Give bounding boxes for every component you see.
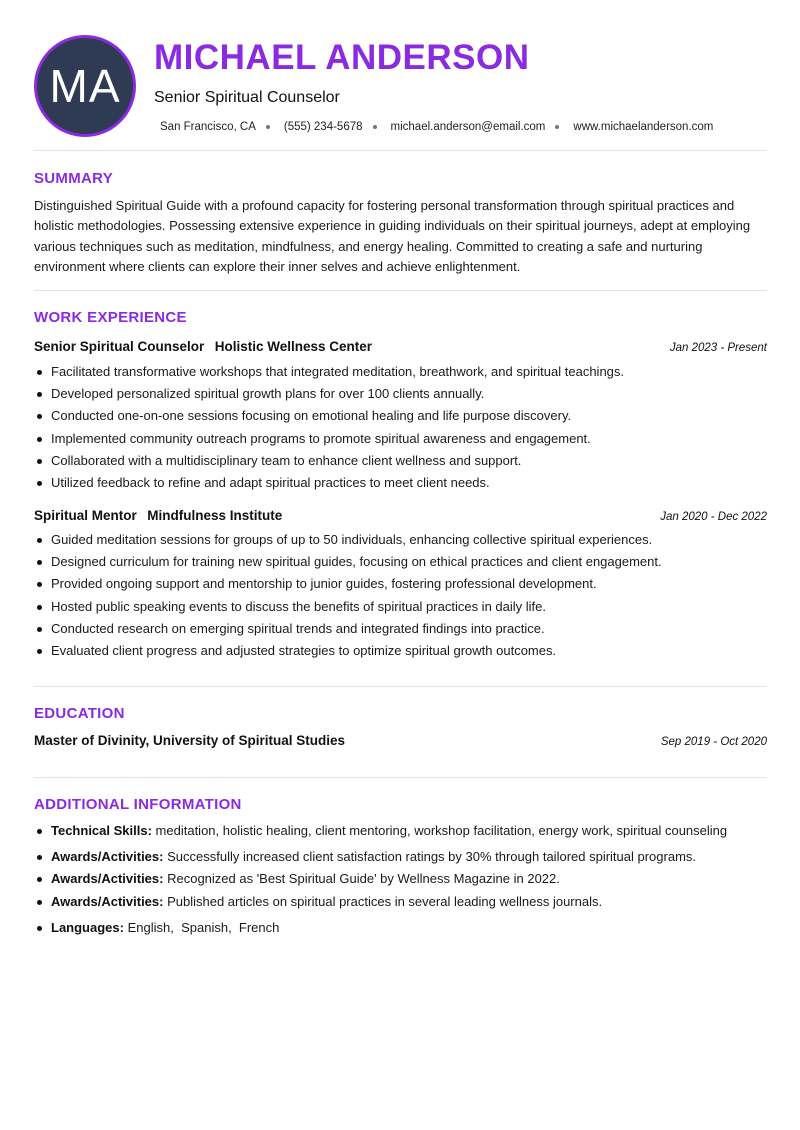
summary-text: Distinguished Spiritual Guide with a profound capacity for fostering personal transformation through spiritual practices and holistic methodologies. Possessing extensive experience in guiding individuals on their spiritual journeys, adept at employing various techniques such as meditation, mindfulness, and energy healing. Committed to creating a safe and nurturing environment where clients can explore their inner selves and achieve enlightenment. xyxy=(34,198,751,274)
list-item: Implemented community outreach programs to promote spiritual awareness and engagement. xyxy=(34,428,767,450)
item-label: Technical Skills: xyxy=(51,823,152,838)
section-divider xyxy=(34,290,767,291)
education-entry xyxy=(34,733,767,748)
summary-heading: SUMMARY xyxy=(34,170,114,187)
separator-dot xyxy=(555,125,559,129)
separator-dot xyxy=(373,125,377,129)
item-label: Awards/Activities: xyxy=(51,871,164,886)
experience-heading: WORK EXPERIENCE xyxy=(34,309,187,326)
list-item: Conducted research on emerging spiritual trends and integrated findings into practice. xyxy=(34,618,767,640)
additional-heading: ADDITIONAL INFORMATION xyxy=(34,796,242,813)
item-text: Published articles on spiritual practices in several leading wellness journals. xyxy=(167,893,603,909)
education-heading: EDUCATION xyxy=(34,705,125,722)
list-item: Conducted one-on-one sessions focusing on emotional healing and life purpose discovery. xyxy=(34,405,767,427)
job-bullets xyxy=(34,529,767,662)
item-text: Recognized as 'Best Spiritual Guide' by Wellness Magazine in 2022. xyxy=(167,871,560,886)
section-divider xyxy=(34,686,767,687)
list-item: Utilized feedback to refine and adapt spiritual practices to meet client needs. xyxy=(34,472,767,494)
candidate-name: MICHAEL ANDERSON xyxy=(154,38,530,77)
item-label: Languages: xyxy=(51,920,124,935)
item-label: Awards/Activities: xyxy=(51,848,164,864)
job-bullets xyxy=(34,361,767,494)
section-divider xyxy=(34,777,767,778)
list-item xyxy=(34,891,767,914)
list-item xyxy=(34,820,767,843)
job-company: Mindfulness Institute xyxy=(147,508,283,523)
list-item: Collaborated with a multidisciplinary team to enhance client wellness and support. xyxy=(34,450,767,472)
item-text: Successfully increased client satisfaction ratings by 30% through tailored spiritual programs. xyxy=(167,848,697,864)
list-item xyxy=(34,846,767,869)
job-dates: Jan 2020 - Dec 2022 xyxy=(660,511,767,523)
avatar-initials: MA xyxy=(49,60,121,112)
language: , French xyxy=(228,920,279,935)
list-item: Designed curriculum for training new spiritual guides, focusing on ethical practices and client engagement. xyxy=(34,551,767,573)
job-dates: Jan 2023 - Present xyxy=(669,342,767,354)
list-item: Evaluated client progress and adjusted strategies to optimize spiritual growth outcomes. xyxy=(34,640,767,662)
item-label: Awards/Activities: xyxy=(51,893,164,909)
contact-location: San Francisco, CA xyxy=(160,121,256,133)
list-item: Developed personalized spiritual growth plans for over 100 clients annually. xyxy=(34,383,767,405)
job-header xyxy=(34,507,767,525)
list-item xyxy=(34,868,767,891)
section-divider xyxy=(34,150,767,151)
separator-dot xyxy=(266,125,270,129)
list-item: Provided ongoing support and mentorship to junior guides, fostering professional development. xyxy=(34,573,767,595)
list-item: Facilitated transformative workshops that integrated meditation, breathwork, and spiritual teachings. xyxy=(34,361,767,383)
contact-bar xyxy=(160,121,713,133)
list-item: Hosted public speaking events to discuss the benefits of spiritual practices in daily life. xyxy=(34,596,767,618)
list-item: Guided meditation sessions for groups of up to 50 individuals, enhancing collective spiritual experiences. xyxy=(34,529,767,551)
language: , Spanish xyxy=(170,920,228,935)
language: English xyxy=(127,920,171,935)
candidate-title: Senior Spiritual Counselor xyxy=(154,89,340,106)
job-company: Holistic Wellness Center xyxy=(214,339,373,354)
education-dates: Sep 2019 - Oct 2020 xyxy=(660,736,767,748)
contact-email[interactable]: michael.anderson@email.com xyxy=(390,121,546,133)
additional-list xyxy=(34,820,767,940)
item-text: meditation, holistic healing, client mentoring, workshop facilitation, energy work, spiritual counseling xyxy=(155,823,728,838)
job-role: Senior Spiritual Counselor xyxy=(34,339,205,354)
job-header xyxy=(34,338,767,356)
contact-phone: (555) 234-5678 xyxy=(283,121,363,133)
avatar xyxy=(34,35,136,137)
contact-website[interactable]: www.michaelanderson.com xyxy=(573,121,714,133)
education-degree: Master of Divinity, University of Spiritual Studies xyxy=(34,733,346,748)
list-item xyxy=(34,917,767,940)
job-role: Spiritual Mentor xyxy=(34,508,137,523)
